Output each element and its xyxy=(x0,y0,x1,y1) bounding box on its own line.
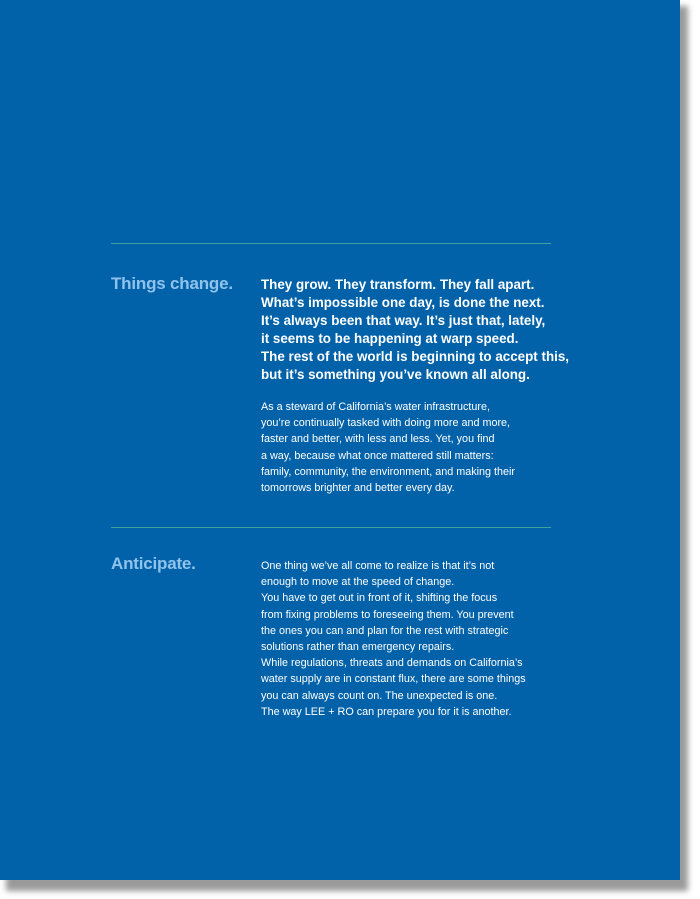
body-line: enough to move at the speed of change. xyxy=(261,576,455,589)
body-line: a way, because what once mattered still matters: xyxy=(261,449,494,462)
body-paragraph-steward xyxy=(261,399,515,496)
lead-line: but it’s something you’ve known all along. xyxy=(261,367,530,382)
body-line: you can always count on. The unexpected is one. xyxy=(261,689,498,702)
body-line: the ones you can and plan for the rest with strategic xyxy=(261,624,509,637)
body-line: you’re continually tasked with doing more and more, xyxy=(261,417,511,430)
section-divider-middle xyxy=(111,527,551,528)
heading-anticipate: Anticipate. xyxy=(111,554,196,573)
body-line: solutions rather than emergency repairs. xyxy=(261,641,455,654)
lead-line: it seems to be happening at warp speed. xyxy=(261,331,519,346)
lead-line: It’s always been that way. It’s just that, lately, xyxy=(261,313,546,328)
body-line: tomorrows brighter and better every day. xyxy=(261,482,455,495)
lead-line: The rest of the world is beginning to accept this, xyxy=(261,349,570,364)
heading-things-change: Things change. xyxy=(111,274,233,293)
lead-paragraph xyxy=(261,276,569,384)
lead-line: They grow. They transform. They fall apart. xyxy=(261,277,535,292)
body-line: water supply are in constant flux, there are some things xyxy=(261,673,526,686)
lead-line: What’s impossible one day, is done the next. xyxy=(261,295,545,310)
body-line: The way LEE + RO can prepare you for it is another. xyxy=(261,705,512,718)
body-line: As a steward of California’s water infrastructure, xyxy=(261,401,491,413)
section-divider-top xyxy=(111,243,551,244)
body-line: One thing we’ve all come to realize is that it’s not xyxy=(261,560,495,572)
body-line: While regulations, threats and demands on California’s xyxy=(261,657,523,670)
body-line: family, community, the environment, and making their xyxy=(261,465,516,478)
body-line: You have to get out in front of it, shifting the focus xyxy=(261,592,498,605)
body-paragraph-anticipate xyxy=(261,558,526,720)
body-line: faster and better, with less and less. Yet, you find xyxy=(261,433,495,446)
body-line: from fixing problems to foreseeing them. You prevent xyxy=(261,608,514,621)
